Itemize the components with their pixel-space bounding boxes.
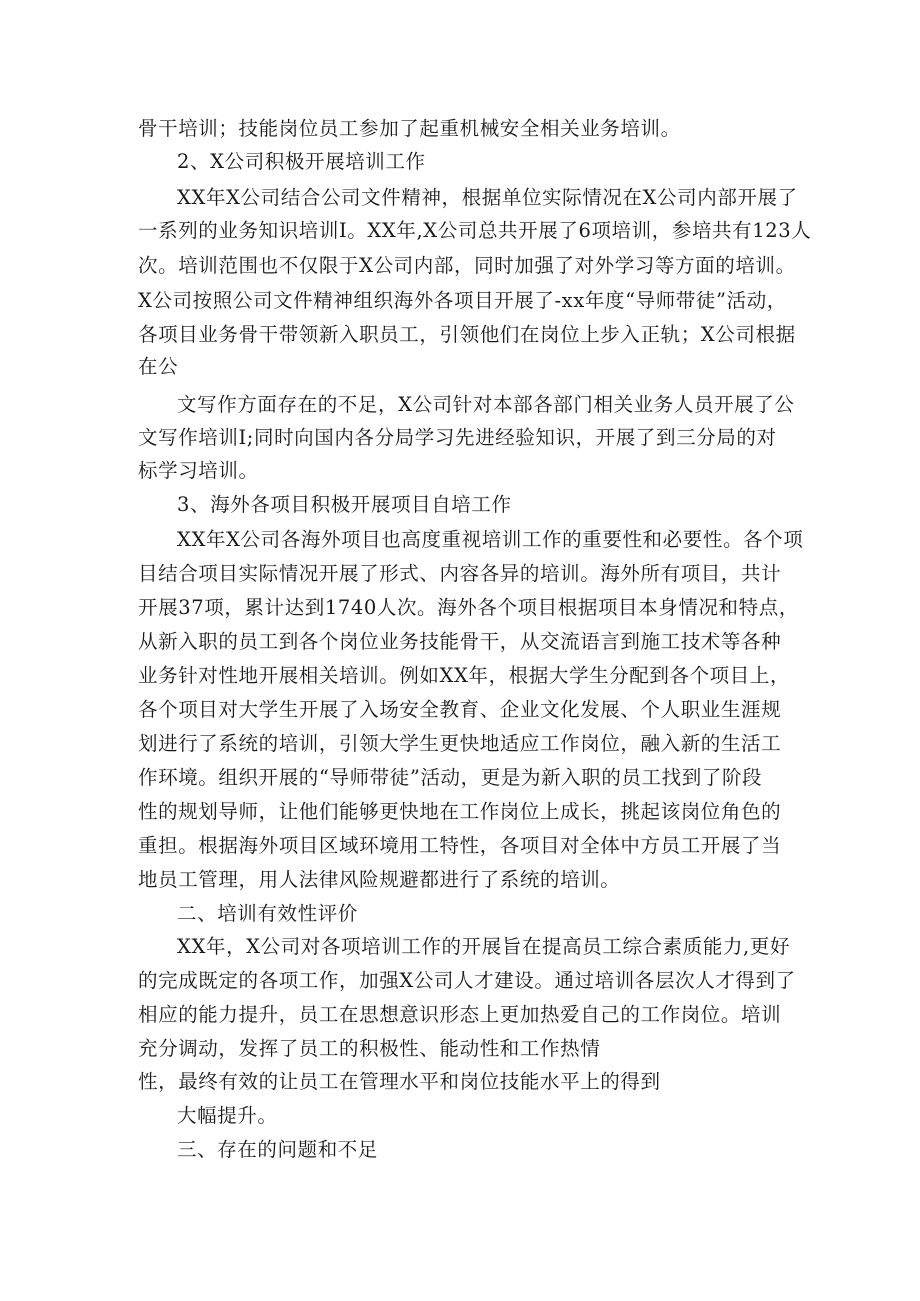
body-line: X公司按照公司文件精神组织海外各项目开展了-xx年度“导师带徒”活动，: [138, 289, 787, 312]
body-line: 重担。根据海外项目区域环境用工特性，各项目对全体中方员工开展了当: [138, 834, 782, 857]
section-heading: 三、存在的问题和不足: [177, 1138, 379, 1161]
body-line: 开展37项，累计达到1740人次。海外各个项目根据项目本身情况和特点，: [138, 596, 799, 619]
body-line: 各项目业务骨干带领新入职员工，引领他们在岗位上步入正轨；X公司根据: [138, 323, 796, 346]
section-heading: 3、海外各项目积极开展项目自培工作: [177, 493, 512, 516]
section-heading: 二、培训有效性评价: [177, 902, 358, 925]
body-line: 的完成既定的各项工作，加强X公司人才建设。通过培训各层次人才得到了: [138, 969, 796, 992]
body-line: 地员工管理，用人法律风险规避都进行了系统的培训。: [138, 868, 621, 891]
paragraph-start: XX年，X公司对各项培训工作的开展旨在提高员工综合素质能力,更好: [177, 935, 791, 958]
body-line: 文写作培训I;同时向国内各分局学习先进经验知识，开展了到三分局的对: [138, 426, 777, 449]
body-line: 业务针对性地开展相关培训。例如XX年，根据大学生分配到各个项目上，: [138, 664, 791, 687]
body-line: 大幅提升。: [177, 1104, 278, 1127]
body-line: 在公: [138, 355, 179, 378]
body-line: 骨干培训；技能岗位员工参加了起重机械安全相关业务培训。: [138, 117, 681, 140]
section-heading: 2、X公司积极开展培训工作: [177, 150, 426, 173]
paragraph-start: 文写作方面存在的不足，X公司针对本部各部门相关业务人员开展了公: [177, 393, 795, 416]
body-line: 性的规划导师，让他们能够更快地在工作岗位上成长，挑起该岗位角色的: [138, 800, 782, 823]
body-line: 划进行了系统的培训，引领大学生更快地适应工作岗位，融入新的生活工: [138, 732, 782, 755]
body-line: 各个项目对大学生开展了入场安全教育、企业文化发展、个人职业生涯规: [138, 698, 782, 721]
paragraph-start: XX年X公司各海外项目也高度重视培训工作的重要性和必要性。各个项: [177, 528, 804, 551]
body-line: 作环境。组织开展的“导师带徒”活动，更是为新入职的员工找到了阶段: [138, 766, 763, 789]
body-line: 充分调动，发挥了员工的积极性、能动性和工作热情: [138, 1037, 601, 1060]
paragraph-start: XX年X公司结合公司文件精神，根据单位实际情况在X公司内部开展了: [177, 186, 798, 209]
body-line: 性，最终有效的让员工在管理水平和岗位技能水平上的得到: [138, 1070, 661, 1093]
body-line: 目结合项目实际情况开展了形式、内容各异的培训。海外所有项目，共计: [138, 562, 782, 585]
body-line: 从新入职的员工到各个岗位业务技能骨干，从交流语言到施工技术等各种: [138, 630, 782, 653]
body-line: 一系列的业务知识培训I。XX年,X公司总共开展了6项培训，参培共有123人: [138, 219, 812, 242]
body-line: 次。培训范围也不仅限于X公司内部，同时加强了对外学习等方面的培训。: [138, 254, 796, 277]
body-line: 相应的能力提升，员工在思想意识形态上更加热爱自己的工作岗位。培训: [138, 1003, 782, 1026]
body-line: 标学习培训。: [138, 459, 259, 482]
